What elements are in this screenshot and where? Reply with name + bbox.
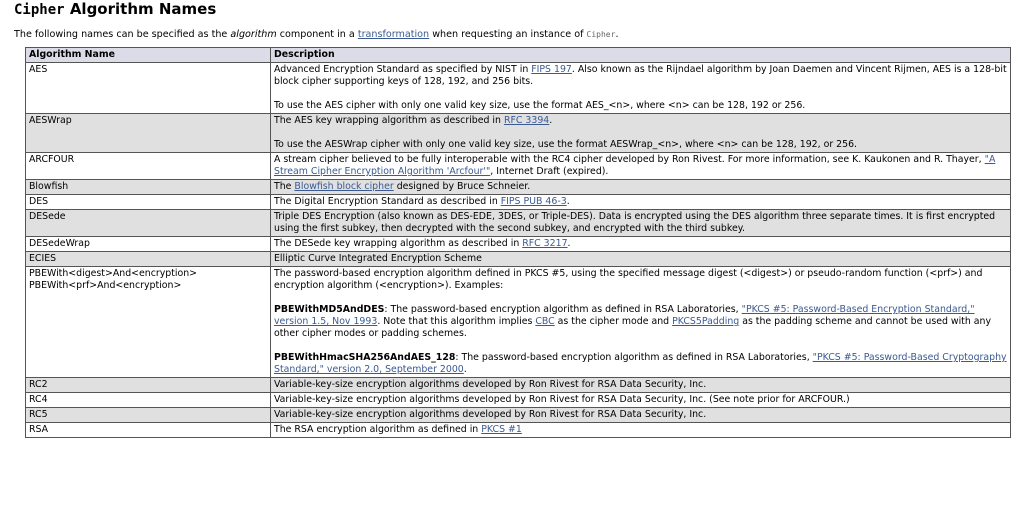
algorithm-description: Elliptic Curve Integrated Encryption Scheme — [271, 252, 1011, 267]
table-row — [26, 237, 1011, 252]
algorithm-description: Variable-key-size encryption algorithms developed by Ron Rivest for RSA Data Security, Inc. — [271, 408, 1011, 423]
algorithm-description: The AES key wrapping algorithm as described in RFC 3394. To use the AESWrap cipher with only one valid key size, use the format AESWrap_<n>, where <n> can be 128, 192, or 256. — [271, 114, 1011, 153]
page-title — [14, 0, 1010, 20]
pkcs-1-link[interactable]: PKCS #1 — [481, 424, 522, 435]
table-header-row — [26, 48, 1011, 63]
algorithm-name: ARCFOUR — [26, 153, 271, 180]
table-row — [26, 114, 1011, 153]
fips-197-link[interactable]: FIPS 197 — [531, 64, 572, 75]
header-description: Description — [271, 48, 1011, 63]
algorithm-name: PBEWith<digest>And<encryption> PBEWith<prf>And<encryption> — [26, 267, 271, 378]
algorithm-description: The DESede key wrapping algorithm as described in RFC 3217. — [271, 237, 1011, 252]
table-row — [26, 180, 1011, 195]
algorithm-name: AESWrap — [26, 114, 271, 153]
algorithm-name: Blowfish — [26, 180, 271, 195]
cipher-code: Cipher — [586, 30, 616, 39]
table-row — [26, 378, 1011, 393]
rfc-3217-link[interactable]: RFC 3217 — [522, 238, 568, 249]
algorithm-name: DESede — [26, 210, 271, 237]
table-row — [26, 393, 1011, 408]
transformation-link[interactable]: transformation — [357, 29, 430, 40]
algorithm-name: RSA — [26, 423, 271, 438]
arcfour-draft-link[interactable]: "A Stream Cipher Encryption Algorithm 'Arcfour'" — [274, 154, 996, 177]
table-row — [26, 423, 1011, 438]
header-algorithm-name: Algorithm Name — [26, 48, 271, 63]
algorithm-description: A stream cipher believed to be fully interoperable with the RC4 cipher developed by Ron Rivest. For more information, see K. Kaukonen and R. Thayer, "A Stream Cipher Encryption Algorithm 'Arcfour'", Internet Draft (expired). — [271, 153, 1011, 180]
algorithm-table — [25, 47, 1011, 438]
table-row — [26, 210, 1011, 237]
algorithm-name: ECIES — [26, 252, 271, 267]
algorithm-description: Variable-key-size encryption algorithms developed by Ron Rivest for RSA Data Security, Inc. — [271, 378, 1011, 393]
algorithm-description: The Blowfish block cipher designed by Bruce Schneier. — [271, 180, 1011, 195]
algorithm-name: RC4 — [26, 393, 271, 408]
algorithm-description: Advanced Encryption Standard as specified by NIST in FIPS 197. Also known as the Rijndael algorithm by Joan Daemen and Vincent Rijmen, AES is a 128-bit block cipher supporting keys of 128, 192, and 256 bits. To use the AES cipher with only one valid key size, use the format AES_<n>, where <n> can be 128, 192 or 256. — [271, 63, 1011, 114]
intro-paragraph: The following names can be specified as the algorithm component in a transformation when requesting an instance of Cipher. — [14, 29, 619, 40]
fips-pub-46-3-link[interactable]: FIPS PUB 46-3 — [500, 196, 567, 207]
algorithm-description: Triple DES Encryption (also known as DES-EDE, 3DES, or Triple-DES). Data is encrypted using the DES algorithm three separate times. It is first encrypted using the first subkey, then decrypted with the second subkey, and encrypted with the third subkey. — [271, 210, 1011, 237]
algorithm-description: Variable-key-size encryption algorithms developed by Ron Rivest for RSA Data Security, Inc. (See note prior for ARCFOUR.) — [271, 393, 1011, 408]
table-row — [26, 252, 1011, 267]
algorithm-description: The password-based encryption algorithm defined in PKCS #5, using the specified message digest (<digest>) or pseudo-random function (<prf>) and encryption algorithm (<encryption>). Examples: PBEWithMD5AndDES: The password-based encryption algorithm as defined in RSA Laboratories, "PKCS #5: Password-Based Encryption Standard," version 1.5, Nov 1993. Note that this algorithm implies CBC as the cipher mode and PKCS5Padding as the padding scheme and cannot be used with any other cipher modes or padding schemes. PBEWithHmacSHA256AndAES_128: The password-based encryption algorithm as defined in RSA Laboratories, "PKCS #5: Password-Based Cryptography Standard," version 2.0, September 2000. — [271, 267, 1011, 378]
pkcs5-v1-5-link[interactable]: "PKCS #5: Password-Based Encryption Standard," version 1.5, Nov 1993 — [274, 304, 975, 327]
rfc-3394-link[interactable]: RFC 3394 — [503, 115, 550, 126]
algorithm-name: AES — [26, 63, 271, 114]
table-row — [26, 63, 1011, 114]
algorithm-name: DESedeWrap — [26, 237, 271, 252]
table-row — [26, 267, 1011, 378]
pkcs5-v2-0-link[interactable]: "PKCS #5: Password-Based Cryptography Standard," version 2.0, September 2000 — [274, 352, 1007, 375]
blowfish-link[interactable]: Blowfish block cipher — [294, 181, 394, 192]
algorithm-name: RC2 — [26, 378, 271, 393]
title-text: Algorithm Names — [69, 0, 217, 18]
algorithm-name: DES — [26, 195, 271, 210]
title-code: Cipher — [14, 2, 65, 18]
pkcs5padding-link[interactable]: PKCS5Padding — [672, 316, 740, 327]
table-row — [26, 195, 1011, 210]
algorithm-name: RC5 — [26, 408, 271, 423]
algorithm-description: The RSA encryption algorithm as defined in PKCS #1 — [271, 423, 1011, 438]
cbc-link[interactable]: CBC — [535, 316, 555, 327]
table-row — [26, 153, 1011, 180]
algorithm-description: The Digital Encryption Standard as described in FIPS PUB 46-3. — [271, 195, 1011, 210]
table-row — [26, 408, 1011, 423]
